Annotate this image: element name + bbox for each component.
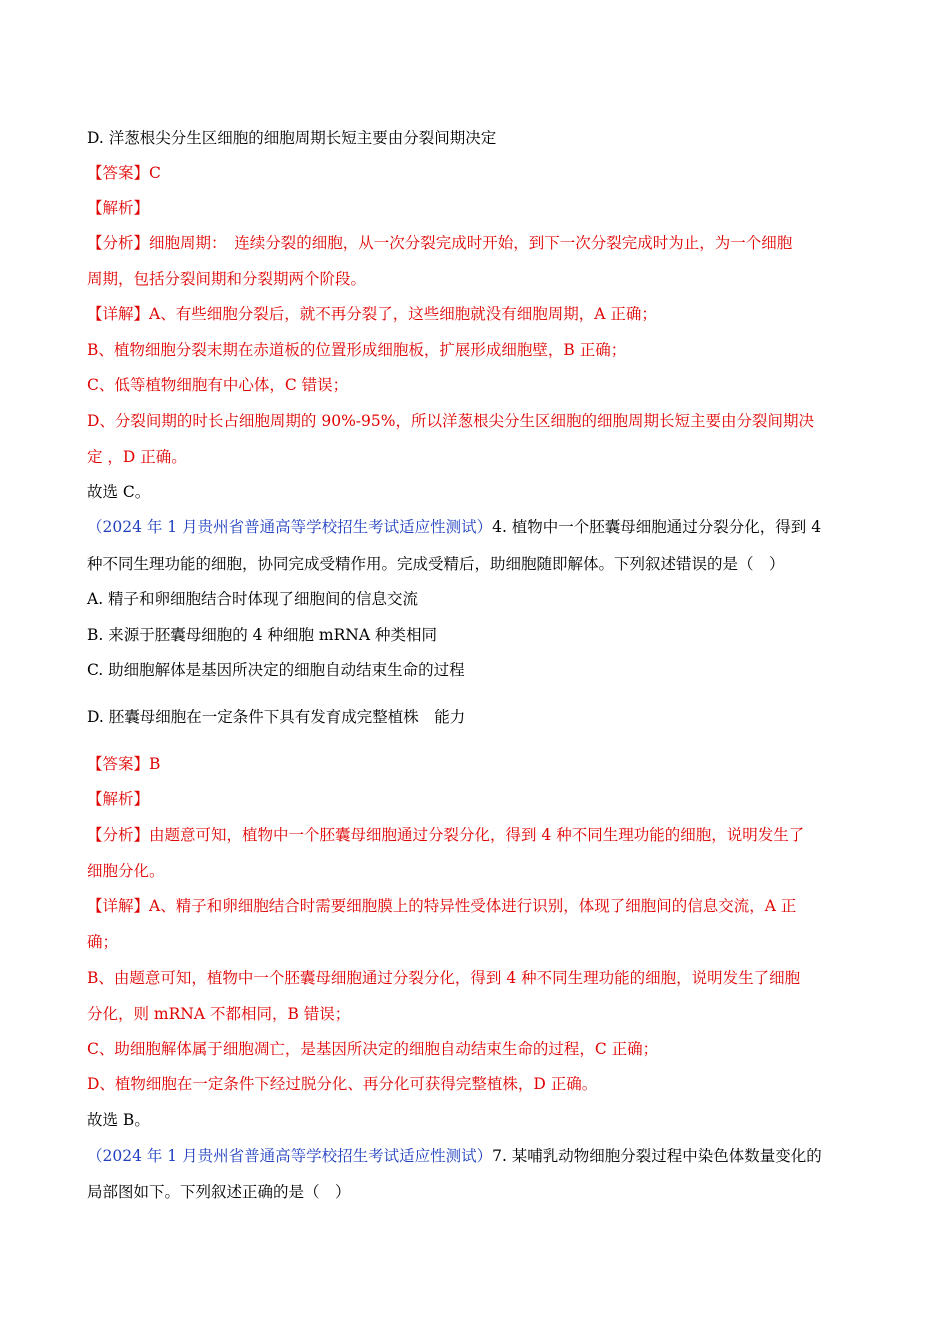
q3-xiangjie-c: C、低等植物细胞有中心体，C 错误； bbox=[87, 376, 349, 394]
q4-analysis-heading: 【解析】 bbox=[87, 790, 150, 808]
q4-xiangjie-a-line-2: 确； bbox=[87, 933, 119, 951]
q7-source: （2024 年 1 月贵州省普通高等学校招生考试适应性测试） bbox=[87, 1147, 493, 1165]
q3-xiangjie-a: 【详解】A、有些细胞分裂后，就不再分裂了，这些细胞就没有细胞周期，A 正确； bbox=[87, 305, 657, 323]
q3-xiangjie-d-line-2: 定 ，D 正确。 bbox=[87, 448, 187, 466]
q4-option-d: D. 胚囊母细胞在一定条件下具有发育成完整植株 能力 bbox=[87, 708, 466, 726]
q3-xiangjie-d-line-1: D、分裂间期的时长占细胞周期的 90%-95%，所以洋葱根尖分生区细胞的细胞周期长短主要由分裂间期决 bbox=[87, 412, 814, 430]
q4-fenxi-line-2: 细胞分化。 bbox=[87, 862, 165, 880]
q4-option-b: B. 来源于胚囊母细胞的 4 种细胞 mRNA 种类相同 bbox=[87, 626, 437, 644]
q4-xiangjie-b-line-2: 分化，则 mRNA 不都相同，B 错误； bbox=[87, 1005, 351, 1023]
q3-conclusion: 故选 C。 bbox=[87, 483, 151, 501]
q4-xiangjie-a-line-1: 【详解】A、精子和卵细胞结合时需要细胞膜上的特异性受体进行识别，体现了细胞间的信息交流，A 正 bbox=[87, 897, 797, 915]
q4-stem-line-1 bbox=[87, 517, 821, 537]
q4-xiangjie-b-line-1: B、由题意可知，植物中一个胚囊母细胞通过分裂分化，得到 4 种不同生理功能的细胞，说明发生了细胞 bbox=[87, 969, 801, 987]
q3-analysis-heading: 【解析】 bbox=[87, 199, 150, 217]
q3-fenxi-line-2: 周期，包括分裂间期和分裂期两个阶段。 bbox=[87, 270, 367, 288]
q7-stem-line-1 bbox=[87, 1146, 822, 1166]
q4-option-c: C. 助细胞解体是基因所决定的细胞自动结束生命的过程 bbox=[87, 661, 465, 679]
q4-stem-start: 4. 植物中一个胚囊母细胞通过分裂分化，得到 4 bbox=[492, 518, 822, 536]
q3-fenxi-line-1: 【分析】细胞周期： 连续分裂的细胞，从一次分裂完成时开始，到下一次分裂完成时为止，为一个细胞 bbox=[87, 234, 793, 252]
q7-stem-line-2: 局部图如下。下列叙述正确的是（ ） bbox=[87, 1183, 351, 1201]
q3-option-d: D. 洋葱根尖分生区细胞的细胞周期长短主要由分裂间期决定 bbox=[87, 129, 497, 147]
q4-fenxi-line-1: 【分析】由题意可知，植物中一个胚囊母细胞通过分裂分化，得到 4 种不同生理功能的细胞，说明发生了 bbox=[87, 826, 805, 844]
q4-answer: 【答案】B bbox=[87, 755, 161, 773]
q7-stem-start: 7. 某哺乳动物细胞分裂过程中染色体数量变化的 bbox=[492, 1147, 822, 1165]
q4-stem-line-2: 种不同生理功能的细胞，协同完成受精作用。完成受精后，助细胞随即解体。下列叙述错误的是（ ） bbox=[87, 555, 785, 573]
q4-option-a: A. 精子和卵细胞结合时体现了细胞间的信息交流 bbox=[87, 590, 419, 608]
q3-xiangjie-b: B、植物细胞分裂末期在赤道板的位置形成细胞板，扩展形成细胞壁，B 正确； bbox=[87, 341, 627, 359]
q4-conclusion: 故选 B。 bbox=[87, 1111, 150, 1129]
q3-answer: 【答案】C bbox=[87, 164, 161, 182]
q4-xiangjie-c: C、助细胞解体属于细胞凋亡，是基因所决定的细胞自动结束生命的过程，C 正确； bbox=[87, 1040, 659, 1058]
q4-xiangjie-d: D、植物细胞在一定条件下经过脱分化、再分化可获得完整植株，D 正确。 bbox=[87, 1075, 598, 1093]
q4-source: （2024 年 1 月贵州省普通高等学校招生考试适应性测试） bbox=[87, 518, 493, 536]
